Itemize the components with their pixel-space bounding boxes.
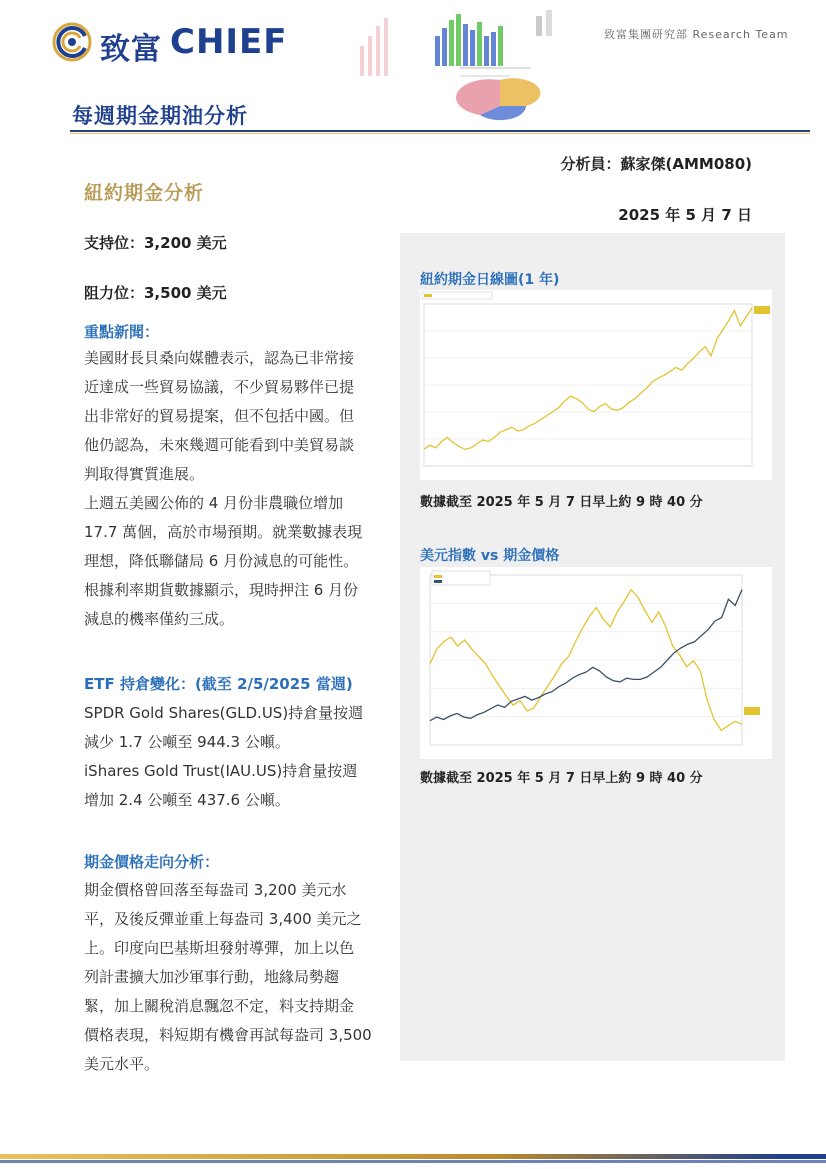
news-line: 上週五美國公佈的 4 月份非農職位增加 xyxy=(84,494,344,512)
etf-line: iShares Gold Trust(IAU.US)持倉量按週 xyxy=(84,762,358,780)
news-line: 他仍認為，未來幾週可能看到中美貿易談 xyxy=(84,436,355,454)
section-title: 紐約期金分析 xyxy=(84,182,205,204)
title-divider-gold xyxy=(70,133,810,134)
news-line: 理想，降低聯儲局 6 月份減息的可能性。 xyxy=(84,552,359,570)
chart1-legend xyxy=(422,292,492,299)
trend-line: 美元水平。 xyxy=(84,1055,160,1073)
footer-bar-gold xyxy=(0,1154,826,1159)
resistance-level: 阻力位：3,500 美元 xyxy=(84,284,227,302)
brand-name-en: CHIEF xyxy=(170,22,288,62)
trend-line: 列計畫擴大加沙軍事行動，地緣局勢趨 xyxy=(84,968,340,986)
report-date: 2025 年 5 月 7 日 xyxy=(618,206,752,224)
page-title: 每週期金期油分析 xyxy=(72,104,248,128)
chart2-note: 數據截至 2025 年 5 月 7 日早上約 9 時 40 分 xyxy=(420,771,703,786)
news-heading: 重點新聞： xyxy=(84,323,160,341)
title-divider xyxy=(70,130,810,132)
chart1-legend-swatch xyxy=(424,294,432,297)
news-line: 減息的機率僅約三成。 xyxy=(84,610,235,628)
trend-heading: 期金價格走向分析： xyxy=(84,853,220,871)
etf-heading: ETF 持倉變化：(截至 2/5/2025 當週) xyxy=(84,675,353,693)
chart1-last-price-tag xyxy=(754,306,770,314)
news-line: 近達成一些貿易協議，不少貿易夥伴已提 xyxy=(84,378,355,396)
chart1-box xyxy=(420,290,772,480)
chart2-last-usd-tag xyxy=(744,707,760,715)
trend-body xyxy=(84,876,396,1079)
brand-name-cn: 致富 xyxy=(100,32,162,67)
news-line: 根據利率期貨數據顯示，現時押注 6 月份 xyxy=(84,581,359,599)
support-level: 支持位：3,200 美元 xyxy=(84,234,227,252)
etf-line: 增加 2.4 公噸至 437.6 公噸。 xyxy=(84,791,290,809)
gold-price-line xyxy=(424,308,752,449)
news-body xyxy=(84,344,396,634)
trend-line: 期金價格曾回落至每盎司 3,200 美元水 xyxy=(84,881,347,899)
news-line: 17.7 萬個，高於市場預期。就業數據表現 xyxy=(84,523,363,541)
etf-line: SPDR Gold Shares(GLD.US)持倉量按週 xyxy=(84,704,364,722)
chart2-legend-swatch-gold xyxy=(434,580,442,583)
trend-line: 緊，加上關稅消息飄忽不定，料支持期金 xyxy=(84,997,355,1015)
header-decorative-chart-icon xyxy=(340,6,630,126)
research-team-label: 致富集團研究部 Research Team xyxy=(604,28,789,41)
trend-line: 上。印度向巴基斯坦發射導彈，加上以色 xyxy=(84,939,355,957)
news-line: 美國財長貝桑向媒體表示，認為已非常接 xyxy=(84,349,355,367)
usd-vs-gold-chart xyxy=(420,567,772,759)
news-line: 判取得實質進展。 xyxy=(84,465,205,483)
gold-daily-chart xyxy=(420,290,772,480)
footer-bar-blue xyxy=(0,1160,826,1163)
trend-line: 平，及後反彈並重上每盎司 3,400 美元之 xyxy=(84,910,362,928)
chart1-note: 數據截至 2025 年 5 月 7 日早上約 9 時 40 分 xyxy=(420,495,703,510)
chief-logo-icon xyxy=(52,22,92,62)
trend-line: 價格表現，料短期有機會再試每盎司 3,500 xyxy=(84,1026,372,1044)
chart2-legend-swatch-usd xyxy=(434,575,442,578)
etf-body xyxy=(84,699,396,815)
etf-line: 減少 1.7 公噸至 944.3 公噸。 xyxy=(84,733,290,751)
chart2-title: 美元指數 vs 期金價格 xyxy=(420,548,560,564)
chart1-title: 紐約期金日線圖(1 年) xyxy=(420,272,560,288)
news-line: 出非常好的貿易提案，但不包括中國。但 xyxy=(84,407,355,425)
chart2-box xyxy=(420,567,772,759)
analyst-name: 分析員：蘇家傑(AMM080) xyxy=(560,155,752,173)
